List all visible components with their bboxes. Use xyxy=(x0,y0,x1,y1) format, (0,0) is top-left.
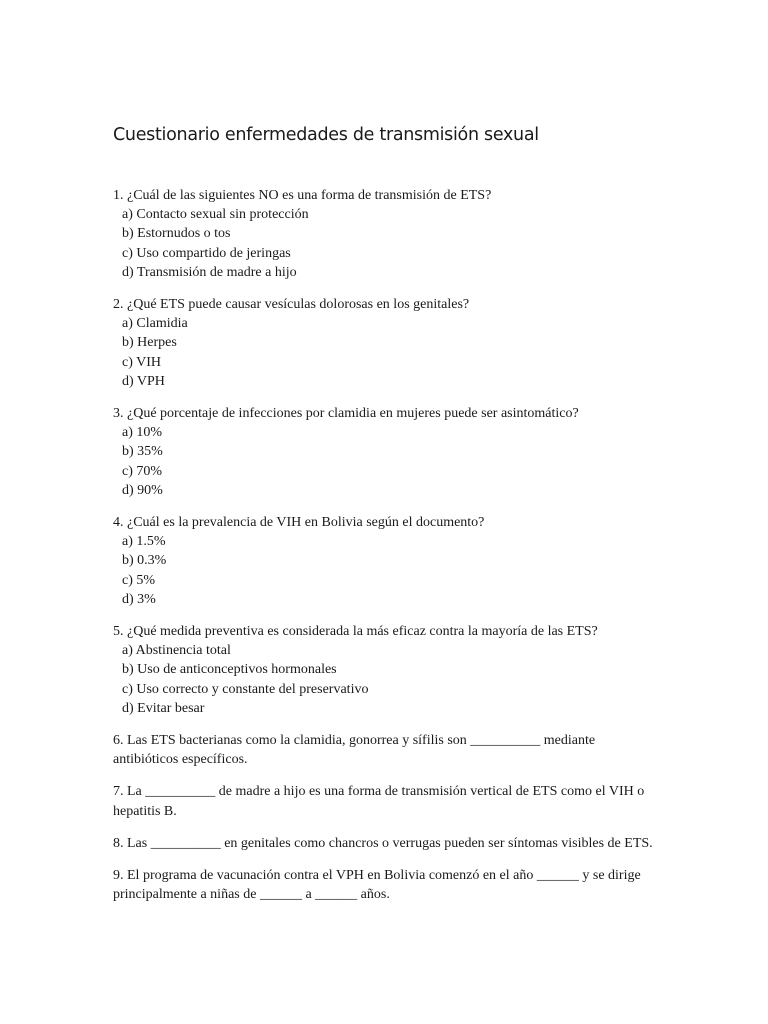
question-5 xyxy=(113,622,653,718)
question-4 xyxy=(113,513,653,609)
answer-option: b) 0.3% xyxy=(122,553,167,569)
question-text: 3. ¿Qué porcentaje de infecciones por clamidia en mujeres puede ser asintomático? xyxy=(113,406,579,422)
answer-option: c) 5% xyxy=(122,572,156,588)
answer-option: a) 10% xyxy=(122,425,163,441)
question-2 xyxy=(113,295,653,391)
fill-in-question-8: 8. Las __________ en genitales como chancros o verrugas pueden ser síntomas visibles de ETS. xyxy=(113,835,653,851)
answer-option: c) 70% xyxy=(122,463,163,479)
answer-option: d) Evitar besar xyxy=(122,700,205,716)
answer-option: c) Uso compartido de jeringas xyxy=(122,245,291,261)
question-3 xyxy=(113,404,653,500)
fill-in-question-9: 9. El programa de vacunación contra el VPH en Bolivia comenzó en el año ______ y se dirige principalmente a niñas de ______ a ______ años. xyxy=(113,868,641,903)
fill-in-question-7: 7. La __________ de madre a hijo es una forma de transmisión vertical de ETS como el VIH o hepatitis B. xyxy=(113,784,645,819)
question-text: 2. ¿Qué ETS puede causar vesículas dolorosas en los genitales? xyxy=(113,297,470,313)
answer-option: c) VIH xyxy=(122,354,162,370)
document-title: Cuestionario enfermedades de transmisión sexual xyxy=(113,125,539,145)
answer-option: a) Abstinencia total xyxy=(122,643,231,659)
answer-option: b) Herpes xyxy=(122,335,177,351)
answer-option: a) Clamidia xyxy=(122,316,188,332)
answer-option: c) Uso correcto y constante del preservativo xyxy=(122,681,369,697)
question-text: 4. ¿Cuál es la prevalencia de VIH en Bolivia según el documento? xyxy=(113,515,485,531)
question-text: 5. ¿Qué medida preventiva es considerada la más eficaz contra la mayoría de las ETS? xyxy=(113,624,598,640)
answer-option: a) 1.5% xyxy=(122,534,166,550)
document-page xyxy=(113,124,653,918)
question-list xyxy=(113,186,653,905)
answer-option: d) Transmisión de madre a hijo xyxy=(122,264,297,280)
answer-option: d) VPH xyxy=(122,373,165,389)
question-1 xyxy=(113,186,653,282)
answer-option: b) 35% xyxy=(122,444,163,460)
question-text: 1. ¿Cuál de las siguientes NO es una forma de transmisión de ETS? xyxy=(113,188,492,203)
answer-option: b) Uso de anticonceptivos hormonales xyxy=(122,662,337,678)
answer-option: b) Estornudos o tos xyxy=(122,226,231,242)
fill-in-question-6: 6. Las ETS bacterianas como la clamidia, gonorrea y sífilis son __________ mediante antibióticos específicos. xyxy=(113,733,596,768)
answer-option: d) 90% xyxy=(122,482,163,498)
answer-option: a) Contacto sexual sin protección xyxy=(122,207,309,223)
answer-option: d) 3% xyxy=(122,591,156,607)
